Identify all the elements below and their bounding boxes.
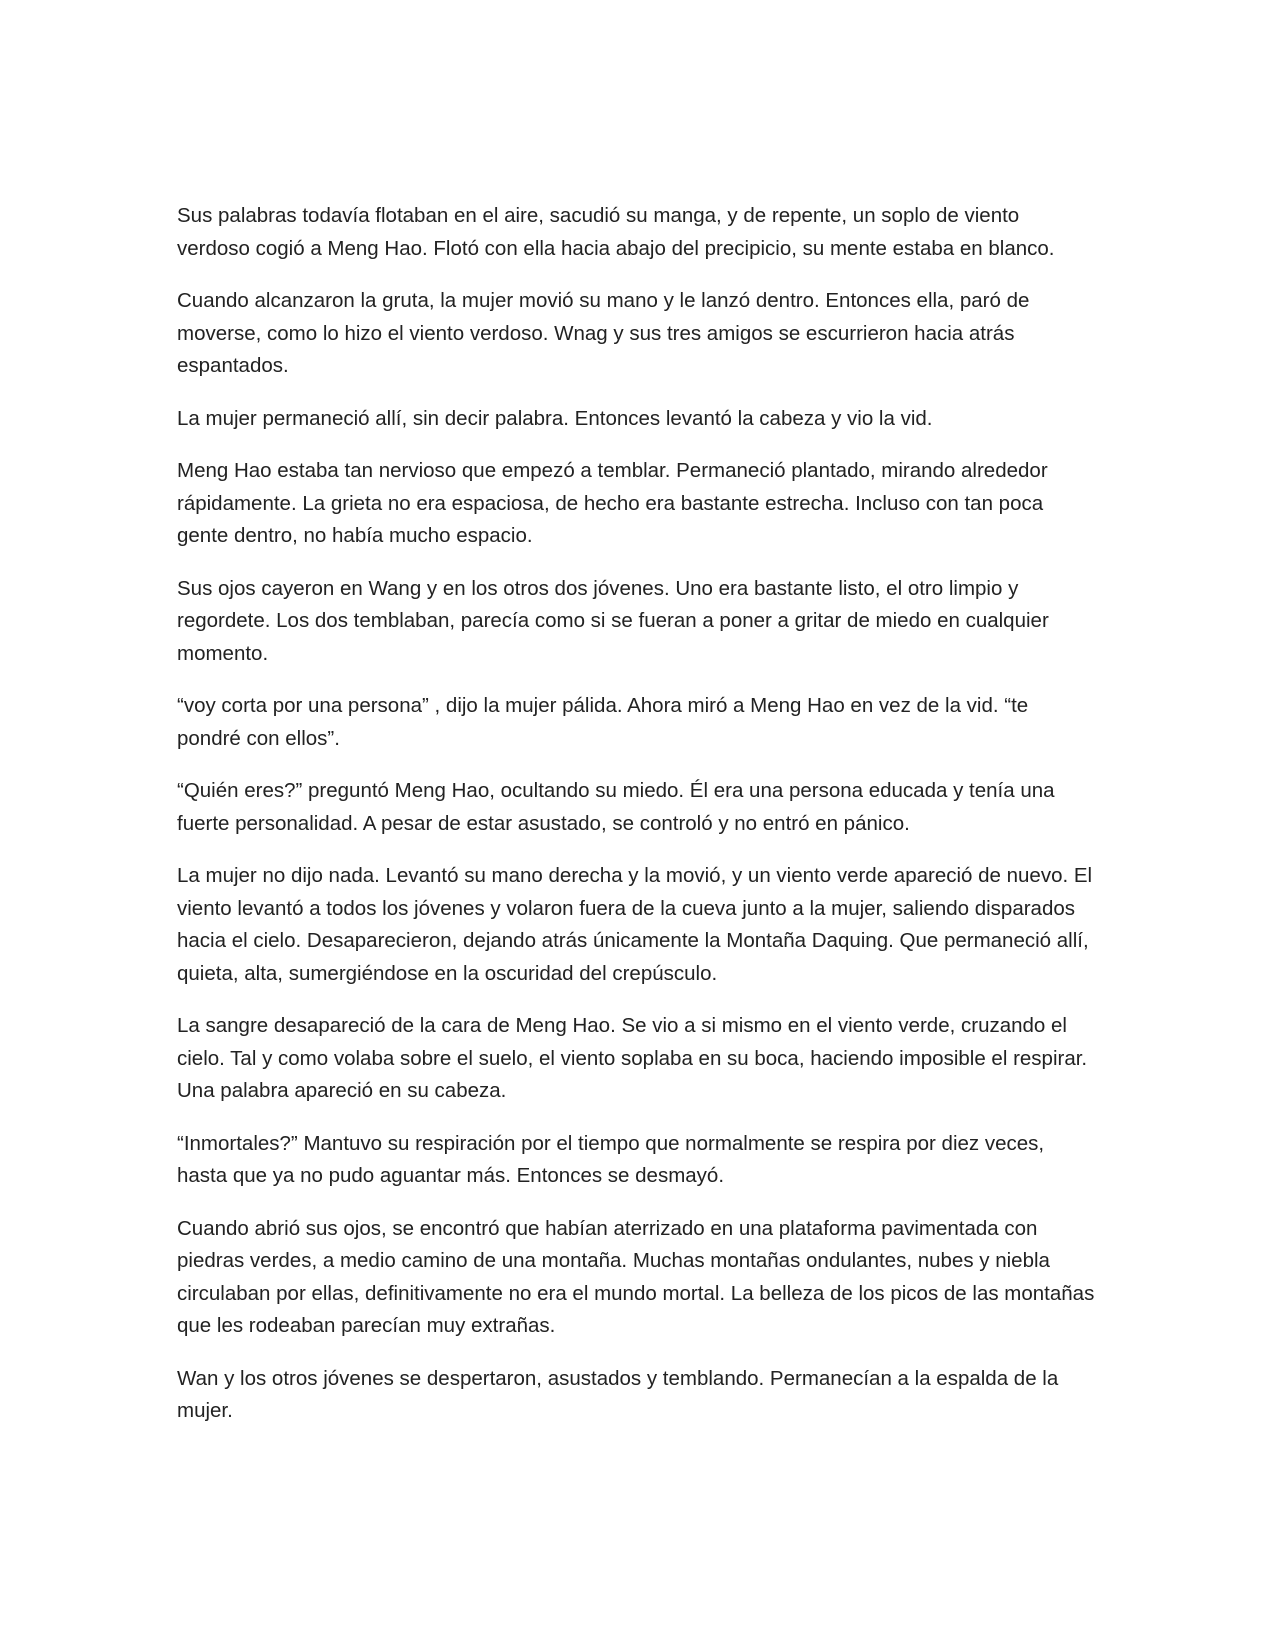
paragraph: La mujer permaneció allí, sin decir palabra. Entonces levantó la cabeza y vio la vid. bbox=[177, 406, 933, 430]
paragraph: Sus ojos cayeron en Wang y en los otros dos jóvenes. Uno era bastante listo, el otro limpio y regordete. Los dos temblaban, parecía como si se fueran a poner a gritar de miedo en cualquier momento. bbox=[177, 576, 1049, 665]
paragraph: La sangre desapareció de la cara de Meng Hao. Se vio a si mismo en el viento verde, cruzando el cielo. Tal y como volaba sobre el suelo, el viento soplaba en su boca, haciendo imposible el respirar. Una palabra apareció en su cabeza. bbox=[177, 1014, 1088, 1102]
paragraph: Sus palabras todavía flotaban en el aire, sacudió su manga, y de repente, un soplo de viento verdoso cogió a Meng Hao. Flotó con ella hacia abajo del precipicio, su mente estaba en blanco. bbox=[177, 204, 1055, 260]
paragraph: Wan y los otros jóvenes se despertaron, asustados y temblando. Permanecían a la espalda de la mujer. bbox=[177, 1366, 1059, 1422]
paragraph: Cuando alcanzaron la gruta, la mujer movió su mano y le lanzó dentro. Entonces ella, paró de moverse, como lo hizo el viento verdoso. Wnag y sus tres amigos se escurrieron hacia atrás espantados. bbox=[177, 289, 1030, 377]
paragraph: Meng Hao estaba tan nervioso que empezó a temblar. Permaneció plantado, mirando alrededor rápidamente. La grieta no era espaciosa, de hecho era bastante estrecha. Incluso con tan poca gente dentro, no había mucho espacio. bbox=[177, 459, 1048, 547]
paragraph: Cuando abrió sus ojos, se encontró que habían aterrizado en una plataforma pavimentada con piedras verdes, a medio camino de una montaña. Muchas montañas ondulantes, nubes y niebla circulaban por ellas, definitivamente no era el mundo mortal. La belleza de los picos de las montañas que les rodeaban parecían muy extrañas. bbox=[177, 1216, 1095, 1337]
paragraph: La mujer no dijo nada. Levantó su mano derecha y la movió, y un viento verde apareció de nuevo. El viento levantó a todos los jóvenes y volaron fuera de la cueva junto a la mujer, saliendo disparados hacia el cielo. Desaparecieron, dejando atrás únicamente la Montaña Daquing. Que permaneció allí, quieta, alta, sumergiéndose en la oscuridad del crepúsculo. bbox=[177, 864, 1093, 985]
paragraph: “Quién eres?” preguntó Meng Hao, ocultando su miedo. Él era una persona educada y tenía una fuerte personalidad. A pesar de estar asustado, se controló y no entró en pánico. bbox=[177, 779, 1055, 835]
paragraph: “voy corta por una persona” , dijo la mujer pálida. Ahora miró a Meng Hao en vez de la vid. “te pondré con ellos”. bbox=[177, 694, 1029, 750]
paragraph: “Inmortales?” Mantuvo su respiración por el tiempo que normalmente se respira por diez veces, hasta que ya no pudo aguantar más. Entonces se desmayó. bbox=[177, 1131, 1045, 1187]
body-text bbox=[177, 200, 1097, 1448]
